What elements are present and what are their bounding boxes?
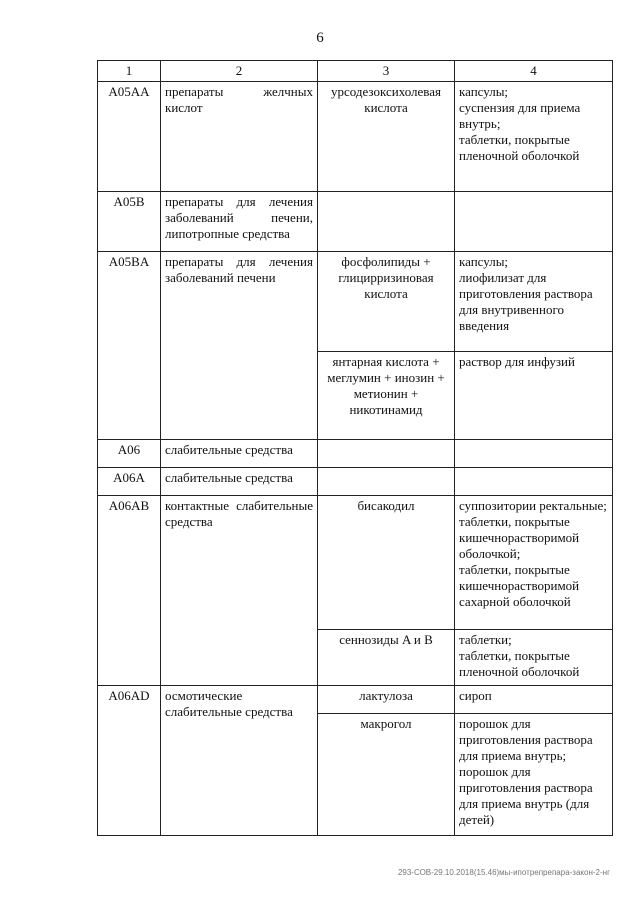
group-name-cell: препараты желчных кислот [161,82,318,192]
table-row [98,192,613,252]
header-cell: 2 [161,61,318,82]
table-row [98,496,613,630]
dosage-form-cell: сироп [455,686,613,714]
inn-cell [318,468,455,496]
atc-code-cell: A05BA [98,252,161,440]
table-row [98,468,613,496]
inn-cell: лактулоза [318,686,455,714]
dosage-form-cell [455,192,613,252]
dosage-form-cell [455,468,613,496]
atc-code-cell: A06AB [98,496,161,686]
table-header-row [98,61,613,82]
header-cell: 4 [455,61,613,82]
inn-cell: бисакодил [318,496,455,630]
drug-table [97,60,613,836]
group-name-cell: осмотические слабительные средства [161,686,318,836]
table-row [98,252,613,352]
page-number: 6 [316,30,324,46]
group-name-cell: препараты для лечения заболеваний печени [161,252,318,440]
group-name-cell: контактные слабительные средства [161,496,318,686]
dosage-form-cell: капсулы; суспензия для приема внутрь; таблетки, покрытые пленочной оболочкой [455,82,613,192]
table-row [98,440,613,468]
group-name-cell: слабительные средства [161,468,318,496]
atc-code-cell: A06A [98,468,161,496]
dosage-form-cell [455,440,613,468]
inn-cell: фосфолипиды + глицирризиновая кислота [318,252,455,352]
header-cell: 3 [318,61,455,82]
dosage-form-cell: порошок для приготовления раствора для приема внутрь; порошок для приготовления раствора для приема внутрь (для детей) [455,714,613,836]
table-row [98,686,613,714]
atc-code-cell: A06 [98,440,161,468]
group-name-cell: слабительные средства [161,440,318,468]
inn-cell [318,440,455,468]
atc-code-cell: A05AA [98,82,161,192]
atc-code-cell: A06AD [98,686,161,836]
inn-cell: сеннозиды A и B [318,630,455,686]
table-row [98,82,613,192]
dosage-form-cell: раствор для инфузий [455,352,613,440]
atc-code-cell: A05B [98,192,161,252]
inn-cell [318,192,455,252]
dosage-form-cell: суппозитории ректальные; таблетки, покрытые кишечнорастворимой оболочкой; таблетки, покрытые кишечнорастворимой сахарной оболочкой [455,496,613,630]
group-name-cell: препараты для лечения заболеваний печени, липотропные средства [161,192,318,252]
header-cell: 1 [98,61,161,82]
inn-cell: макрогол [318,714,455,836]
document-footer-id: 293-СОВ-29.10.2018(15.46)мы-ипотрепрепара-закон-2-нг [397,868,610,877]
dosage-form-cell: таблетки; таблетки, покрытые пленочной оболочкой [455,630,613,686]
inn-cell: урсодезоксихолевая кислота [318,82,455,192]
dosage-form-cell: капсулы; лиофилизат для приготовления раствора для внутривенного введения [455,252,613,352]
inn-cell: янтарная кислота + меглумин + инозин + метионин + никотинамид [318,352,455,440]
